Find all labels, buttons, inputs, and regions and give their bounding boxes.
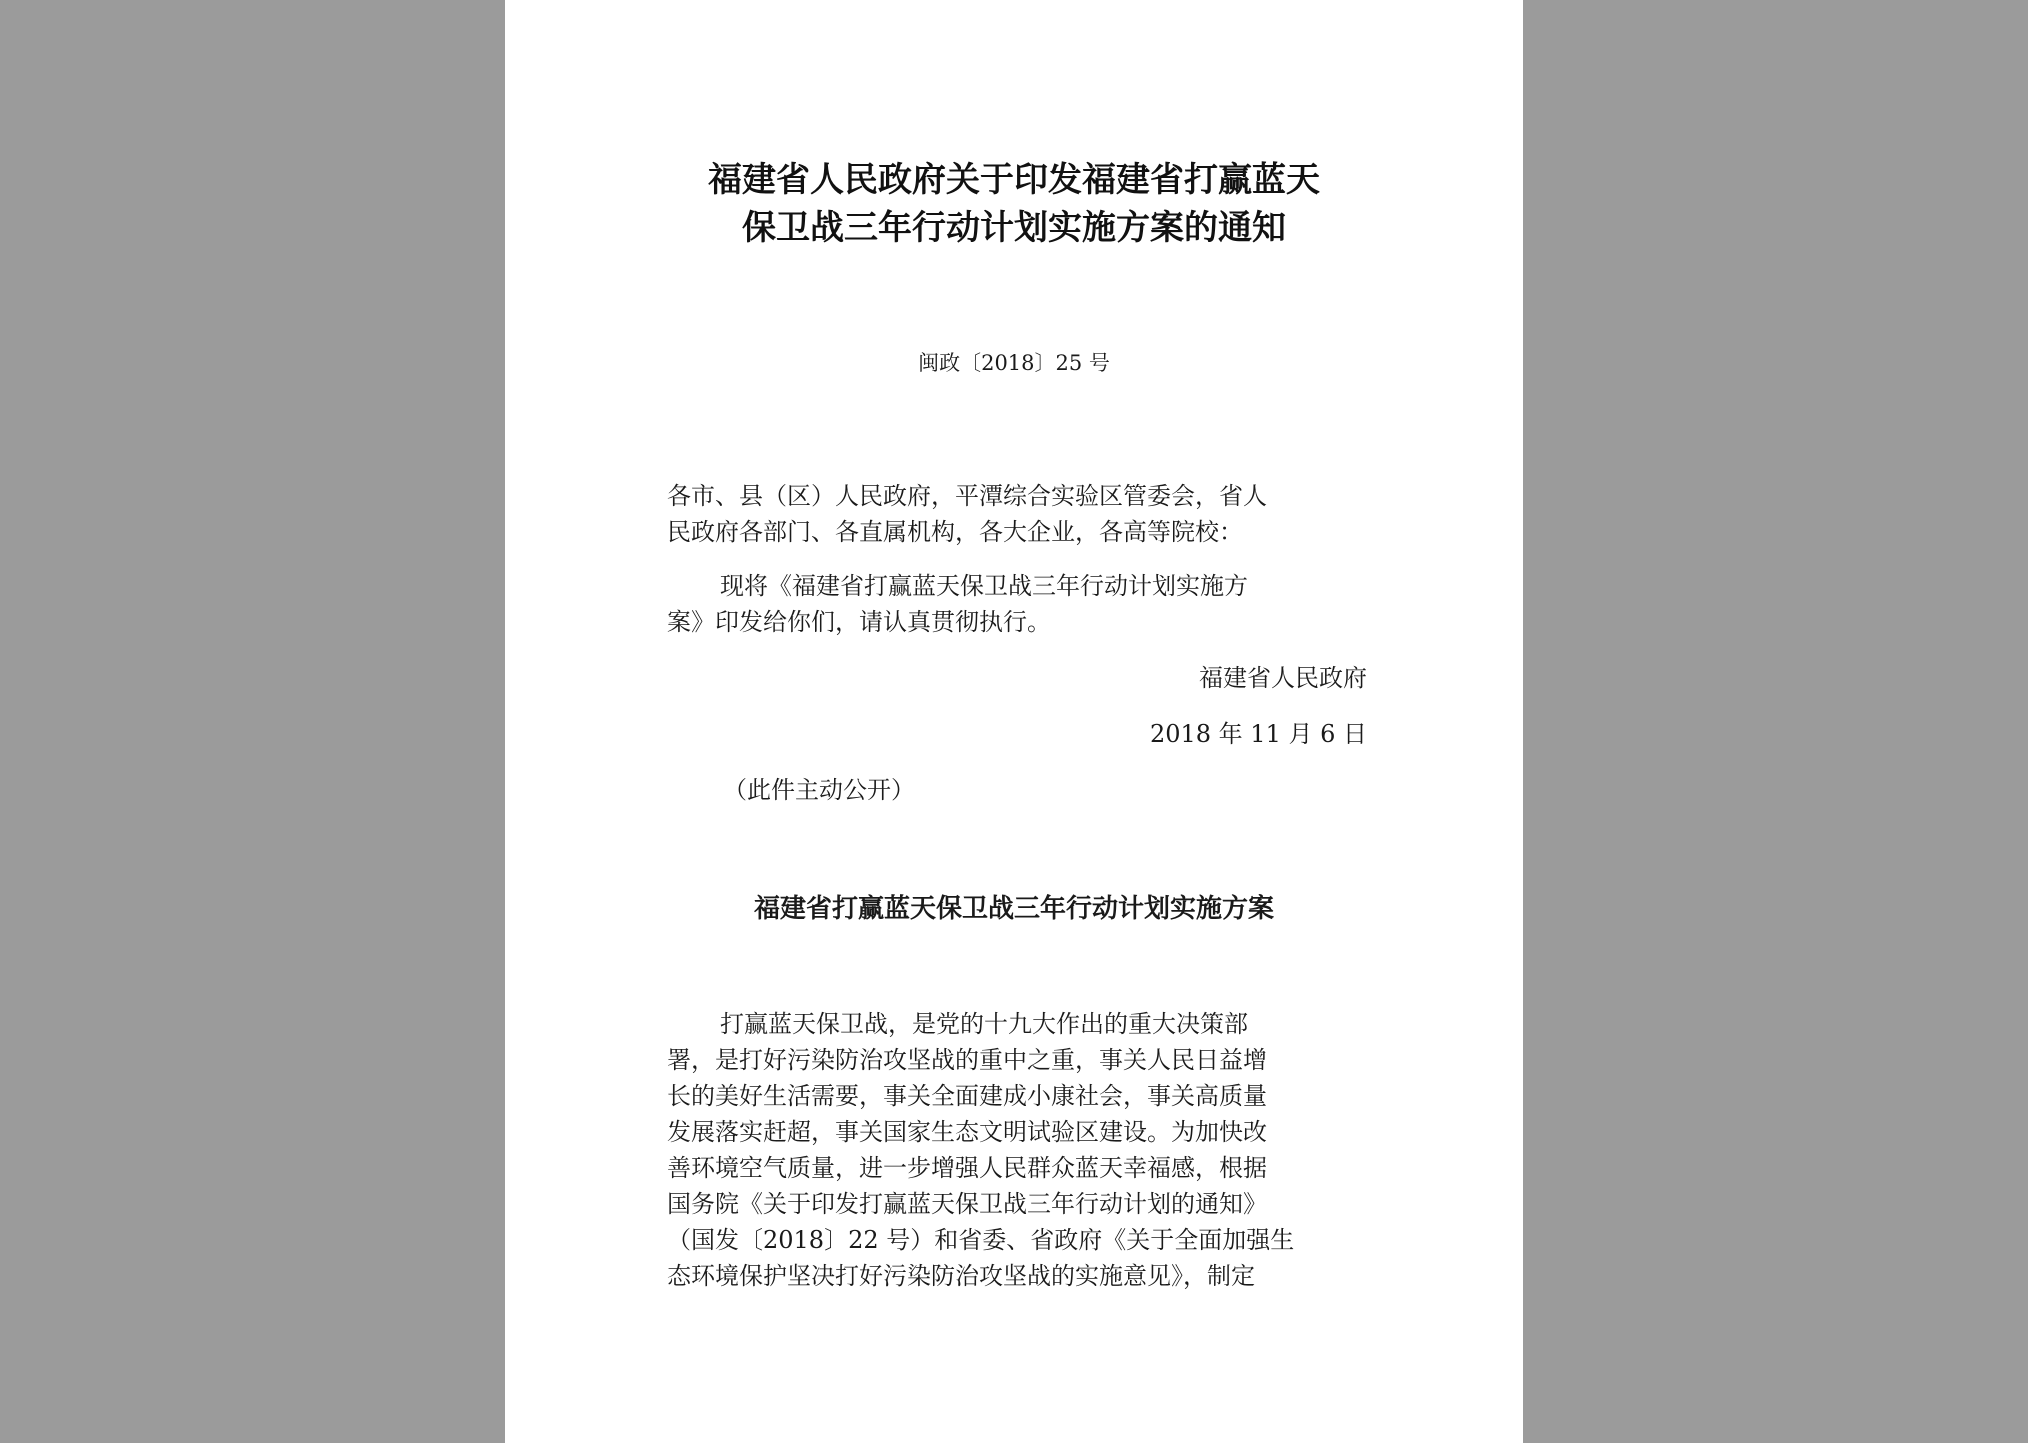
issue-date: 2018 年 11 月 6 日 [1149,720,1367,748]
plan-body-line-8: 态环境保护坚决打好污染防治攻坚战的实施意见》，制定 [667,1262,1255,1290]
notice-body-line-2: 案》印发给你们，请认真贯彻执行。 [667,608,1051,636]
disclosure-note: （此件主动公开） [723,776,915,804]
plan-body-line-1: 打赢蓝天保卫战，是党的十九大作出的重大决策部 [720,1010,1248,1038]
plan-title: 福建省打赢蓝天保卫战三年行动计划实施方案 [753,894,1274,924]
plan-body-line-3: 长的美好生活需要，事关全面建成小康社会，事关高质量 [667,1082,1267,1110]
notice-title-line-2: 保卫战三年行动计划实施方案的通知 [742,208,1286,248]
document-number: 闽政〔2018〕25 号 [918,351,1110,375]
plan-body-line-6: 国务院《关于印发打赢蓝天保卫战三年行动计划的通知》 [667,1190,1267,1218]
addressee-line-2: 民政府各部门、各直属机构，各大企业，各高等院校： [667,518,1243,546]
issuer-signature: 福建省人民政府 [1199,664,1367,692]
plan-body-line-5: 善环境空气质量，进一步增强人民群众蓝天幸福感，根据 [667,1154,1267,1182]
plan-body-line-7: （国发〔2018〕22 号）和省委、省政府《关于全面加强生 [667,1226,1295,1254]
document-page [505,0,1523,1443]
notice-body-line-1: 现将《福建省打赢蓝天保卫战三年行动计划实施方 [720,572,1248,600]
addressee-line-1: 各市、县（区）人民政府，平潭综合实验区管委会，省人 [667,482,1267,510]
notice-title-line-1: 福建省人民政府关于印发福建省打赢蓝天 [708,160,1320,200]
plan-body-line-4: 发展落实赶超，事关国家生态文明试验区建设。为加快改 [667,1118,1267,1146]
plan-body-line-2: 署，是打好污染防治攻坚战的重中之重，事关人民日益增 [667,1046,1267,1074]
